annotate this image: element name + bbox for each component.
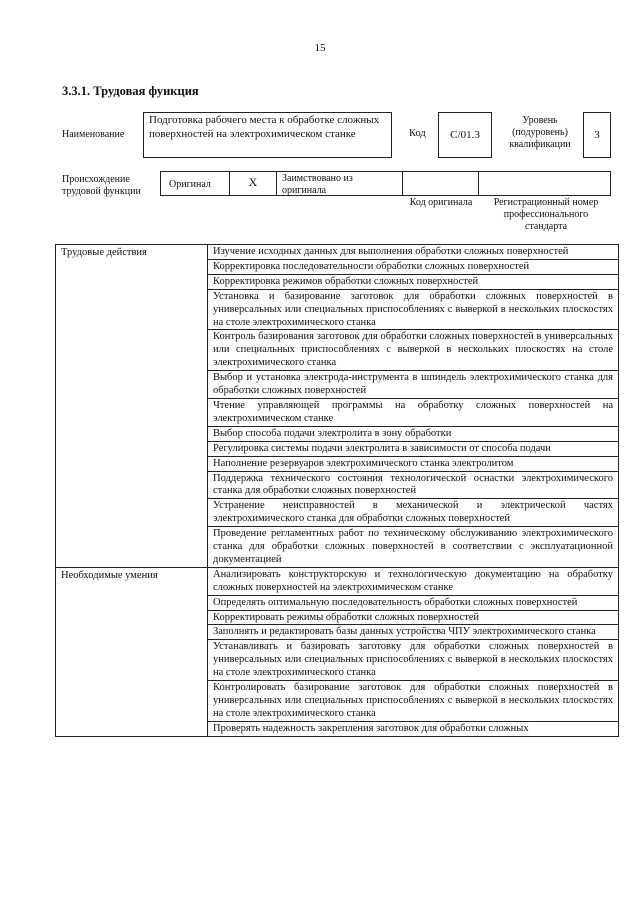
borrowed-cell: [276, 171, 403, 196]
list-item: Регулировка системы подачи электролита в зависимости от способа подачи: [208, 441, 619, 456]
reg-number-cell: [478, 171, 611, 196]
level-value: 3: [594, 129, 600, 141]
function-table: [55, 244, 619, 737]
function-table-body: [56, 245, 619, 737]
list-item: Анализировать конструкторскую и технологическую документацию на обработку сложных поверхностей на электрохимическом станке: [208, 567, 619, 595]
code-value: C/01.3: [450, 129, 480, 141]
original-code-caption: Код оригинала: [409, 197, 473, 208]
level-label: Уровень (подуровень) квалификации: [509, 115, 571, 150]
list-item: Выбор и установка электрода-инструмента в шпиндель электрохимического станка для обработки сложных поверхностей: [208, 371, 619, 399]
list-item: Заполнять и редактировать базы данных устройства ЧПУ электрохимического станка: [208, 625, 619, 640]
table-row: [56, 567, 619, 595]
section-title: Необходимые умения: [56, 567, 208, 736]
original-mark-cell: [229, 171, 277, 196]
original-cell: [160, 171, 230, 196]
list-item: Проведение регламентных работ по техническому обслуживанию электрохимического станка для обработки сложных поверхностей в соответствии с эксплуатационной документацией: [208, 527, 619, 568]
origin-label: Происхождение трудовой функции: [62, 174, 141, 197]
list-item: Корректировка режимов обработки сложных поверхностей: [208, 274, 619, 289]
list-item: Выбор способа подачи электролита в зону обработки: [208, 426, 619, 441]
list-item: Чтение управляющей программы на обработку сложных поверхностей на электрохимическом станке: [208, 398, 619, 426]
name-label: Наименование: [62, 129, 125, 140]
section-title: Трудовые действия: [56, 245, 208, 568]
list-item: Контролировать базирование заготовок для обработки сложных поверхностей в универсальных или специальных приспособлениях с выверкой в нескольких плоскостях на столе электрохимического станка: [208, 681, 619, 722]
list-item: Изучение исходных данных для выполнения обработки сложных поверхностей: [208, 245, 619, 260]
list-item: Определять оптимальную последовательность обработки сложных поверхностей: [208, 595, 619, 610]
level-value-box: [583, 112, 611, 158]
list-item: Проверять надежность закрепления заготовок для обработки сложных: [208, 721, 619, 736]
name-value: Подготовка рабочего места к обработке сложных поверхностей на электрохимическом станке: [149, 114, 380, 140]
list-item: Наполнение резервуаров электрохимического станка электролитом: [208, 456, 619, 471]
borrowed-label: Заимствовано из оригинала: [282, 173, 353, 196]
list-item: Корректировка последовательности обработки сложных поверхностей: [208, 259, 619, 274]
original-label: Оригинал: [169, 179, 211, 190]
list-item: Устранение неисправностей в механической и электрической частях электрохимического станка для обработки сложных поверхностей: [208, 499, 619, 527]
section-heading: 3.3.1. Трудовая функция: [62, 84, 199, 98]
code-value-box: [438, 112, 492, 158]
original-code-cell: [402, 171, 479, 196]
list-item: Поддержка технического состояния технологической оснастки электрохимического станка для обработки сложных поверхностей: [208, 471, 619, 499]
code-label: Код: [409, 128, 426, 139]
table-row: [56, 245, 619, 260]
original-mark: X: [248, 175, 258, 189]
name-value-box: [143, 112, 392, 158]
list-item: Установка и базирование заготовок для обработки сложных поверхностей в универсальных или специальных приспособлениях с выверкой в нескольких плоскостях на столе электрохимического станка: [208, 289, 619, 330]
page-number: 15: [314, 42, 326, 54]
list-item: Контроль базирования заготовок для обработки сложных поверхностей в универсальных или специальных приспособлениях с выверкой в нескольких плоскостях на столе электрохимического станка: [208, 330, 619, 371]
list-item: Устанавливать и базировать заготовку для обработки сложных поверхностей в универсальных или специальных приспособлениях с выверкой в нескольких плоскостях на столе электрохимического станка: [208, 640, 619, 681]
reg-number-caption: Регистрационный номер профессионального стандарта: [493, 197, 599, 232]
list-item: Корректировать режимы обработки сложных поверхностей: [208, 610, 619, 625]
